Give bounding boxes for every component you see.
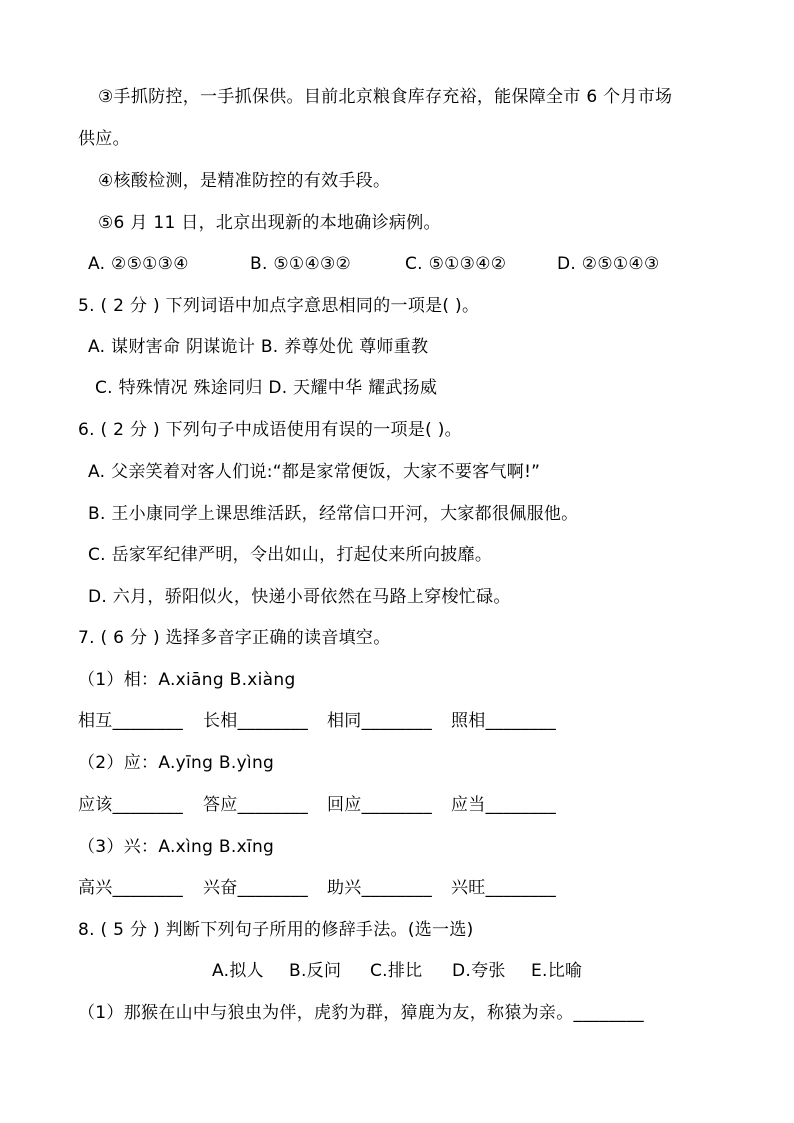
q7-group-3-word-2: 兴奋________ <box>203 878 308 898</box>
q7-group-2-word-4: 应当________ <box>451 795 556 815</box>
q7-group-3-word-3: 助兴________ <box>327 878 432 898</box>
q8-option-b: B.反问 <box>289 961 342 981</box>
q6-header: 6. ( 2 分 ) 下列句子中成语使用有误的一项是( )。 <box>78 420 462 440</box>
q7-group-1-word-2: 长相________ <box>203 711 308 731</box>
q6-option-a: A. 父亲笑着对客人们说:“都是家常便饭，大家不要客气啊!” <box>88 462 541 482</box>
q8-option-c: C.排比 <box>370 961 423 981</box>
q7-group-1-word-4: 照相________ <box>451 711 556 731</box>
q4-option-b: B. ⑤①④③② <box>250 254 352 274</box>
q5-header: 5. ( 2 分 ) 下列词语中加点字意思相同的一项是( )。 <box>78 296 480 316</box>
q7-group-1-label: （1）相：A.xiāng B.xiàng <box>78 670 296 690</box>
q4-option-a: A. ②⑤①③④ <box>88 254 189 274</box>
q7-group-2-word-3: 回应________ <box>327 795 432 815</box>
q8-item-1: （1）那猴在山中与狼虫为伴，虎豹为群，獐鹿为友，称猿为亲。________ <box>78 1003 644 1023</box>
q8-header: 8. ( 5 分 ) 判断下列句子所用的修辞手法。(选一选) <box>78 920 474 940</box>
q6-option-b: B. 王小康同学上课思维活跃，经常信口开河，大家都很佩服他。 <box>88 504 579 524</box>
q8-option-a: A.拟人 <box>212 961 264 981</box>
q7-group-1-word-1: 相互________ <box>78 711 183 731</box>
q4-sentence-4: ④核酸检测，是精准防控的有效手段。 <box>98 171 391 191</box>
q7-group-2-word-1: 应该________ <box>78 795 183 815</box>
q7-group-3-label: （3）兴：A.xìng B.xīng <box>78 837 275 857</box>
q8-option-e: E.比喻 <box>531 961 583 981</box>
q6-option-c: C. 岳家军纪律严明，令出如山，打起仗来所向披靡。 <box>88 545 493 565</box>
q7-group-3-word-4: 兴旺________ <box>451 878 556 898</box>
q8-option-d: D.夸张 <box>452 961 506 981</box>
q7-group-3-word-1: 高兴________ <box>78 878 183 898</box>
q7-header: 7. ( 6 分 ) 选择多音字正确的读音填空。 <box>78 628 391 648</box>
q7-group-1-word-3: 相同________ <box>327 711 432 731</box>
q4-sentence-3-line-2: 供应。 <box>78 129 130 149</box>
q6-option-d: D. 六月，骄阳似火，快递小哥依然在马路上穿梭忙碌。 <box>88 587 511 607</box>
q4-option-c: C. ⑤①③④② <box>405 254 507 274</box>
q4-sentence-5: ⑤6 月 11 日，北京出现新的本地确诊病例。 <box>98 213 441 233</box>
q4-option-d: D. ②⑤①④③ <box>557 254 660 274</box>
q7-group-2-word-2: 答应________ <box>203 795 308 815</box>
q5-options-ab: A. 谋财害命 阴谋诡计 B. 养尊处优 尊师重教 <box>88 337 429 357</box>
q5-options-cd: C. 特殊情况 殊途同归 D. 天耀中华 耀武扬威 <box>95 378 438 398</box>
q7-group-2-label: （2）应：A.yīng B.yìng <box>78 753 275 773</box>
q4-sentence-3-line-1: ③手抓防控，一手抓保供。目前北京粮食库存充裕，能保障全市 6 个月市场 <box>98 87 673 107</box>
